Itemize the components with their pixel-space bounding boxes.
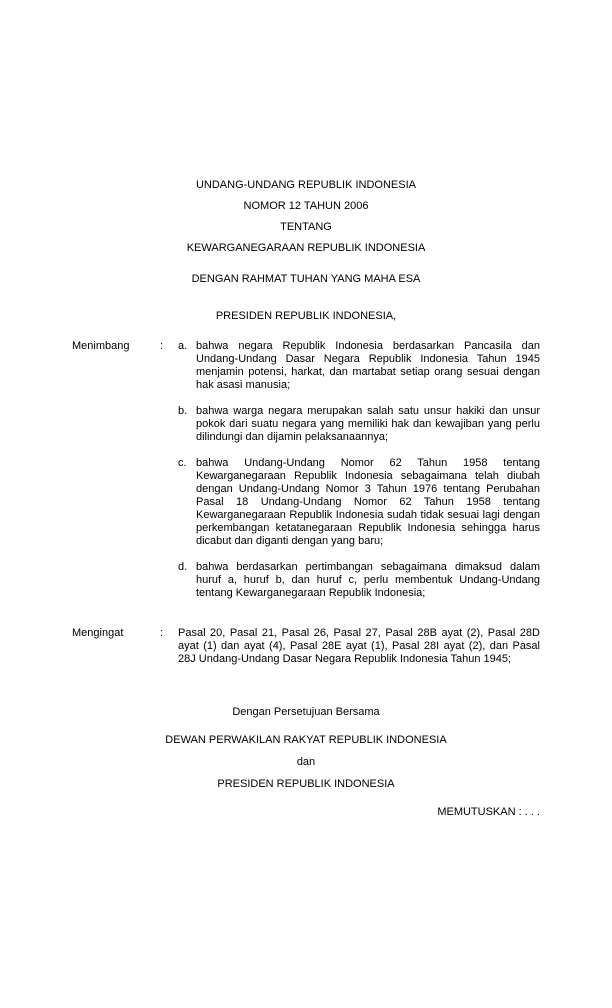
president-closing-line: PRESIDEN REPUBLIK INDONESIA — [217, 778, 395, 790]
menimbang-item-d — [72, 561, 540, 600]
title-line-law-type: UNDANG-UNDANG REPUBLIK INDONESIA — [195, 179, 417, 191]
dpr-line: DEWAN PERWAKILAN RAKYAT REPUBLIK INDONESIA — [165, 734, 447, 746]
memutuskan-line: MEMUTUSKAN : . . . — [437, 806, 540, 818]
menimbang-item-c — [72, 457, 540, 548]
item-text-d: bahwa berdasarkan pertimbangan sebagaimana dimaksud dalam huruf a, huruf b, dan huruf c, perlu membentuk Undang-Undang tentang Kewarganegaraan Republik Indonesia; — [196, 561, 540, 599]
item-text-c: bahwa Undang-Undang Nomor 62 Tahun 1958 tentang Kewarganegaraan Republik Indonesia sebagaimana telah diubah dengan Undang-Undang Nomor 3 Tahun 1976 tentang Perubahan Pasal 18 Undang-Undang Nomor 62 Tahun 1958 tentang Kewarganegaraan Republik Indonesia sudah tidak sesuai lagi dengan perkembangan ketatanegaraan Republik Indonesia sehingga harus dicabut dan diganti dengan yang baru; — [196, 457, 540, 547]
agreement-line: Dengan Persetujuan Bersama — [232, 706, 380, 718]
president-opening-line: PRESIDEN REPUBLIK INDONESIA, — [215, 310, 397, 322]
mengingat-text: Pasal 20, Pasal 21, Pasal 26, Pasal 27, Pasal 28B ayat (2), Pasal 28D ayat (1) dan ayat (4), Pasal 28E ayat (1), Pasal 28I ayat (2), dan Pasal 28J Undang-Undang Dasar Negara Republik Indonesia Tahun 1945; — [178, 627, 540, 665]
item-letter-b: b. — [178, 405, 188, 417]
menimbang-item-a — [72, 340, 540, 392]
mengingat-label: Mengingat — [72, 627, 124, 639]
item-text-a: bahwa negara Republik Indonesia berdasarkan Pancasila dan Undang-Undang Dasar Negara Republik Indonesia Tahun 1945 menjamin potensi, harkat, dan martabat setiap orang sesuai dengan hak asasi manusia; — [196, 340, 540, 391]
considerans-section — [72, 340, 540, 666]
item-letter-a: a. — [178, 340, 188, 352]
menimbang-item-b — [72, 405, 540, 444]
item-text-b: bahwa warga negara merupakan salah satu unsur hakiki dan unsur pokok dari suatu negara yang memiliki hak dan kewajiban yang perlu dilindungi dan dijamin pelaksanaannya; — [196, 405, 540, 443]
title-line-number-year: NOMOR 12 TAHUN 2006 — [243, 200, 369, 212]
empty-label-cell — [72, 561, 160, 600]
menimbang-colon: : — [160, 340, 164, 352]
title-line-tentang: TENTANG — [280, 221, 332, 233]
dan-line: dan — [296, 756, 316, 768]
empty-colon-cell — [160, 561, 178, 600]
document-title-block — [72, 175, 540, 259]
mengingat-section — [72, 627, 540, 666]
title-line-subject: KEWARGANEGARAAN REPUBLIK INDONESIA — [186, 242, 426, 254]
item-letter-c: c. — [178, 457, 187, 469]
menimbang-label: Menimbang — [72, 340, 130, 352]
empty-label-cell — [72, 405, 160, 444]
empty-colon-cell — [160, 405, 178, 444]
empty-label-cell — [72, 457, 160, 548]
invocation-line: DENGAN RAHMAT TUHAN YANG MAHA ESA — [191, 273, 421, 285]
item-letter-d: d. — [178, 561, 188, 573]
empty-colon-cell — [160, 457, 178, 548]
mengingat-colon: : — [160, 627, 164, 639]
